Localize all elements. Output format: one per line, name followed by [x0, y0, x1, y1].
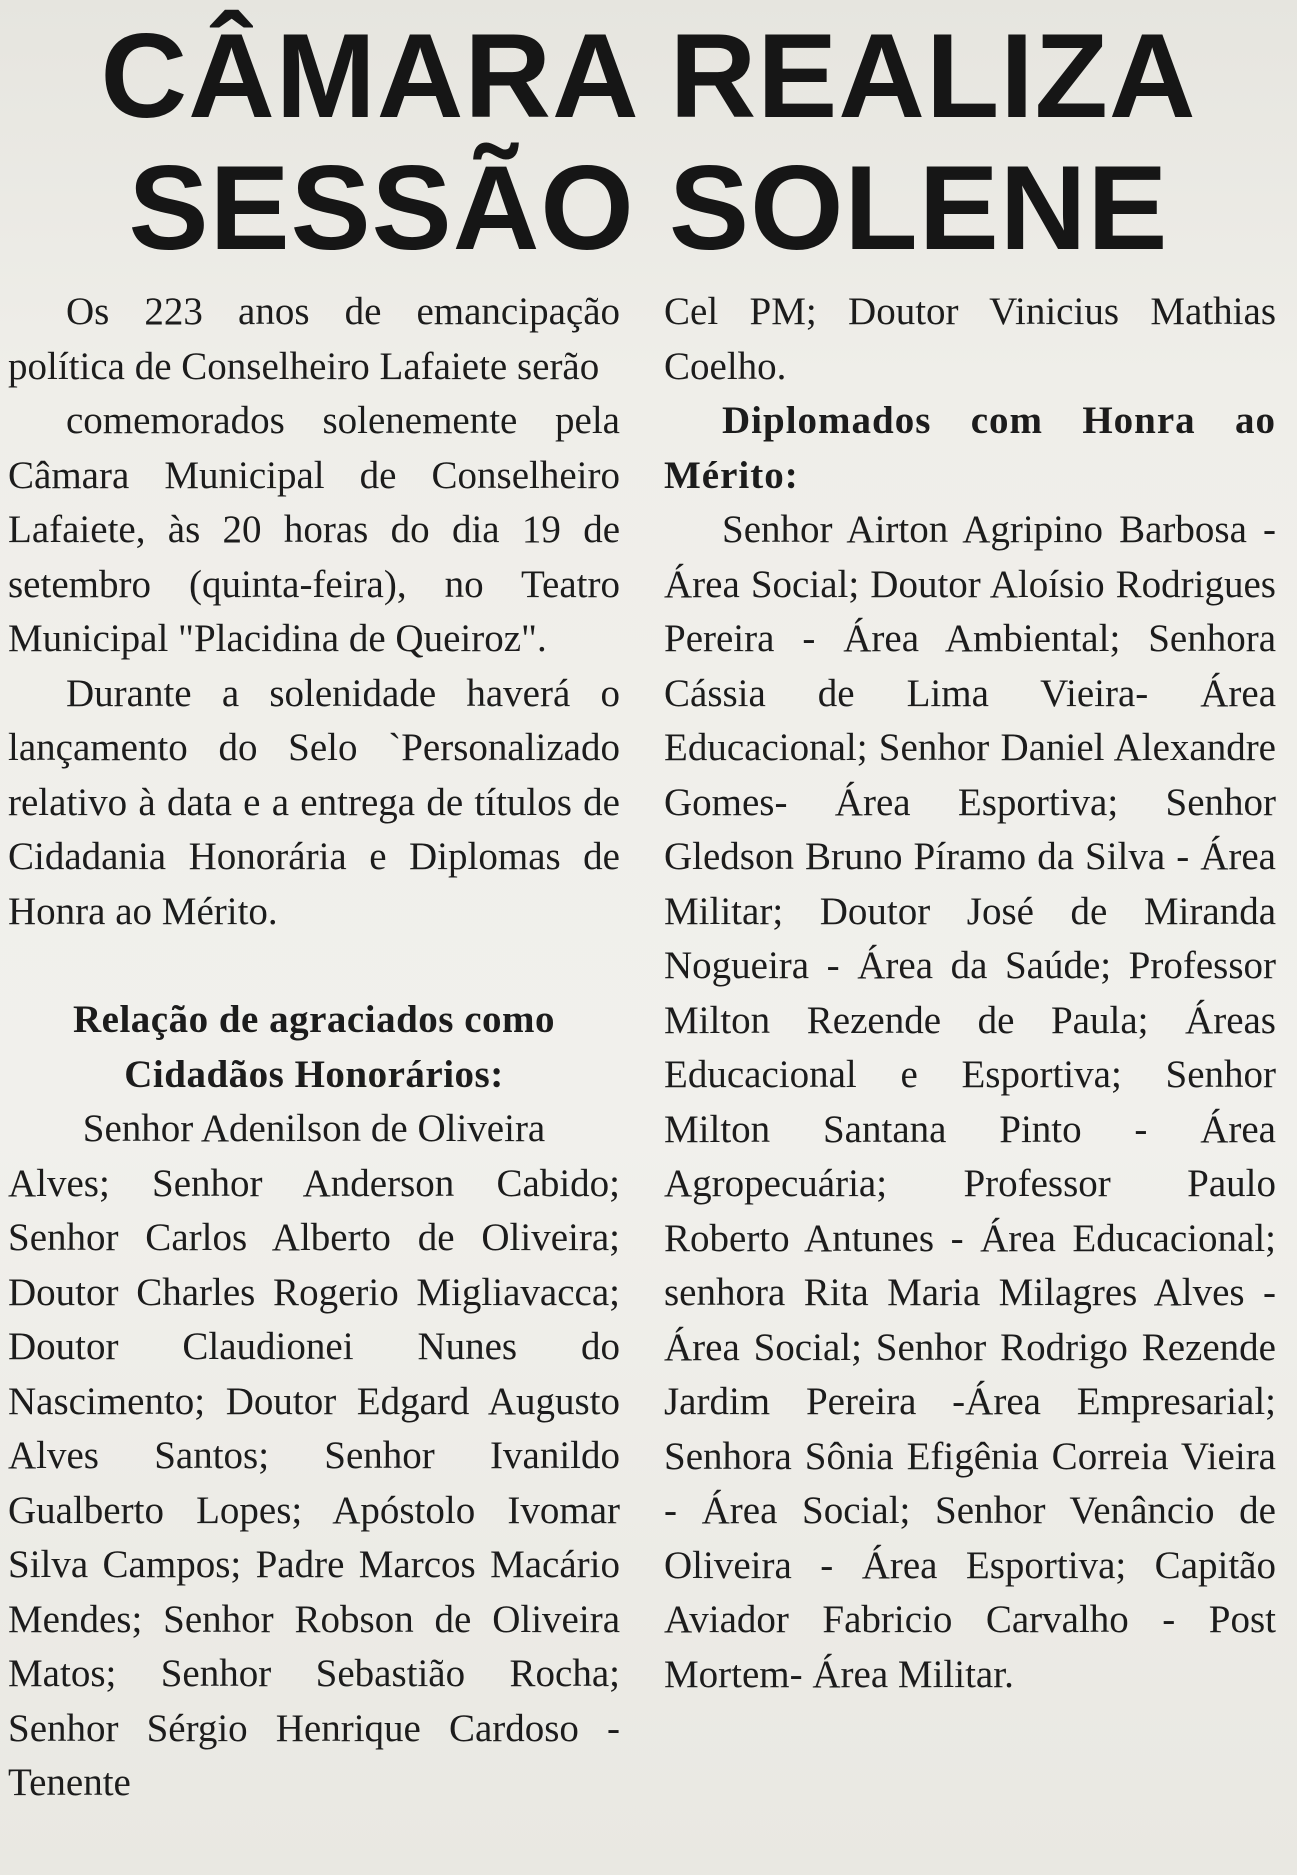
headline-line-2: SESSÃO SOLENE [128, 141, 1169, 275]
left-column [8, 285, 620, 1811]
merit-subhead: Diplomados com Honra ao Mérito: [664, 399, 1276, 497]
headline [0, 10, 1297, 274]
intro-paragraph-part1: Os 223 anos de emancipação política de Conselheiro Lafaiete serão [8, 290, 620, 388]
citizens-list: Alves; Senhor Anderson Cabido; Senhor Carlos Alberto de Oliveira; Doutor Charles Rogerio Migliavacca; Doutor Claudionei Nunes do Nascimento; Doutor Edgard Augusto Alves Santos; Senhor Ivanildo Gualberto Lopes; Apóstolo Ivomar Silva Campos; Padre Marcos Macário Mendes; Senhor Robson de Oliveira Matos; Senhor Sebastião Rocha; Senhor Sérgio Henrique Cardoso -Tenente [8, 1161, 620, 1804]
spacer [8, 939, 620, 993]
citizens-subhead-line2: Cidadãos Honorários: [124, 1052, 504, 1096]
citizens-list-continued: Cel PM; Doutor Vinicius Mathias Coelho. [664, 290, 1276, 388]
merit-list: Senhor Airton Agripino Barbosa - Área Social; Doutor Aloísio Rodrigues Pereira - Área Ambiental; Senhora Cássia de Lima Vieira- Área Educacional; Senhor Daniel Alexandre Gomes- Área Esportiva; Senhor Gledson Bruno Píramo da Silva - Área Militar; Doutor José de Miranda Nogueira - Área da Saúde; Professor Milton Rezende de Paula; Áreas Educacional e Esportiva; Senhor Milton Santana Pinto - Área Agropecuária; Professor Paulo Roberto Antunes - Área Educacional; senhora Rita Maria Milagres Alves - Área Social; Senhor Rodrigo Rezende Jardim Pereira -Área Empresarial; Senhora Sônia Efigênia Correia Vieira - Área Social; Senhor Venâncio de Oliveira - Área Esportiva; Capitão Aviador Fabricio Carvalho - Post Mortem- Área Militar. [664, 508, 1276, 1696]
intro-paragraph-part2: comemorados solenemente pela Câmara Municipal de Conselheiro Lafaiete, às 20 horas do dia 19 de setembro (quinta-feira), no Teatro Municipal "Placidina de Queiroz". [8, 399, 620, 660]
ceremony-paragraph: Durante a solenidade haverá o lançamento do Selo `Personalizado relativo à data e a entrega de títulos de Cidadania Honorária e Diplomas de Honra ao Mérito. [8, 671, 620, 933]
right-column [664, 285, 1276, 1702]
citizens-subhead-line1: Relação de agraciados como [73, 998, 555, 1041]
headline-line-1: CÂMARA REALIZA [100, 9, 1197, 143]
citizens-list-first-line: Senhor Adenilson de Oliveira [82, 1107, 546, 1150]
